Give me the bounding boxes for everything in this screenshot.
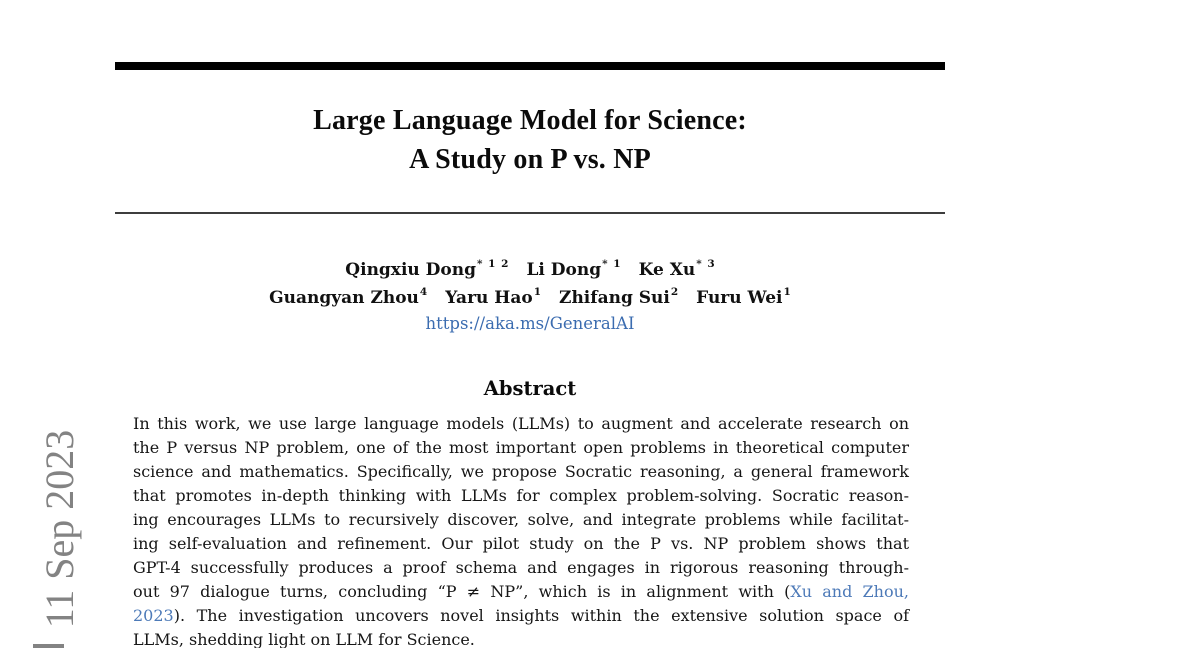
- abstract-body: [133, 412, 909, 648]
- paper-title: [115, 101, 945, 179]
- author-superscript: 2: [670, 286, 680, 298]
- abstract-heading: Abstract: [483, 377, 577, 400]
- abstract-text: science and mathematics. Specifically, we propose Socratic reasoning, a general framework: [133, 462, 909, 481]
- abstract-text: out 97 dialogue turns, concluding “P ≠ NP”, which is in alignment with (: [133, 582, 791, 601]
- abstract-line: [133, 628, 909, 648]
- author-superscript: * 1: [602, 258, 622, 270]
- abstract-line: [133, 436, 909, 460]
- author: [445, 288, 541, 308]
- citation-link[interactable]: Xu and Zhou,: [790, 582, 909, 601]
- abstract-text: In this work, we use large language models (LLMs) to augment and accelerate research on: [133, 414, 909, 433]
- author: [639, 260, 715, 280]
- author-superscript: 4: [419, 286, 429, 298]
- abstract-line: [133, 580, 909, 604]
- arxiv-date-watermark: 11 Sep 2023: [37, 429, 82, 629]
- abstract-text: ing self-evaluation and refinement. Our pilot study on the P vs. NP problem shows that: [133, 534, 909, 553]
- author: [345, 260, 508, 280]
- abstract-line: [133, 508, 909, 532]
- author: [269, 288, 427, 308]
- author-superscript: * 1 2: [477, 258, 510, 270]
- author-name: Zhifang Sui: [559, 287, 670, 308]
- paper-title-line-1: Large Language Model for Science:: [313, 105, 747, 136]
- abstract-text: GPT-4 successfully produces a proof schema and engages in rigorous reasoning through-: [133, 558, 909, 577]
- abstract-text: ing encourages LLMs to recursively discover, solve, and integrate problems while facilitat-: [133, 510, 909, 529]
- author-name: Li Dong: [526, 259, 602, 280]
- abstract-text: ). The investigation uncovers novel insights within the extensive solution space of: [173, 606, 909, 625]
- abstract-text: LLMs, shedding light on LLM for Science.: [133, 630, 475, 648]
- abstract-text: that promotes in-depth thinking with LLMs for complex problem-solving. Socratic reason-: [133, 486, 909, 505]
- project-link-row: [115, 314, 945, 333]
- author-name: Qingxiu Dong: [345, 259, 477, 280]
- top-rule-thick: [115, 62, 945, 70]
- abstract-line: [133, 532, 909, 556]
- abstract-line: [133, 412, 909, 436]
- project-link[interactable]: https://aka.ms/GeneralAI: [425, 314, 635, 333]
- abstract-line: [133, 556, 909, 580]
- abstract-line: [133, 484, 909, 508]
- abstract-line: [133, 604, 909, 628]
- abstract-line: [133, 460, 909, 484]
- author-name: Yaru Hao: [445, 287, 533, 308]
- title-rule-thin: [115, 212, 945, 214]
- authors-line-1: [115, 259, 945, 280]
- author-superscript: 1: [783, 286, 792, 298]
- author-superscript: 1: [533, 286, 543, 298]
- author-name: Guangyan Zhou: [269, 287, 419, 308]
- author: [559, 288, 678, 308]
- abstract-text: the P versus NP problem, one of the most important open problems in theoretical computer: [133, 438, 909, 457]
- authors-line-2: [115, 287, 945, 308]
- author: [526, 260, 620, 280]
- author: [696, 288, 791, 308]
- citation-link[interactable]: 2023: [133, 606, 174, 625]
- paper-title-line-2: A Study on P vs. NP: [409, 144, 651, 175]
- author-name: Ke Xu: [638, 259, 696, 280]
- author-name: Furu Wei: [696, 287, 783, 308]
- arxiv-watermark-clipped-fragment: [33, 644, 64, 648]
- author-superscript: * 3: [696, 258, 716, 270]
